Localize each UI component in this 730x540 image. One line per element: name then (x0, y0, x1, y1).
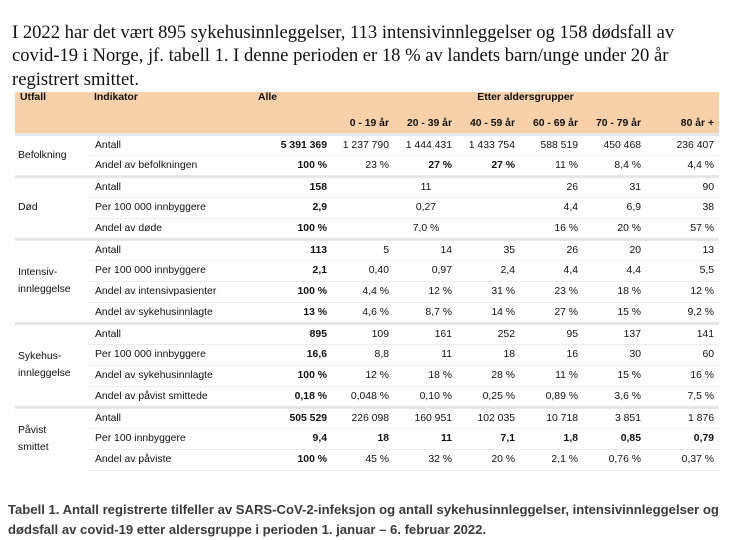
group-label-line: Sykehus- (18, 351, 62, 362)
value-cell: 35 (457, 239, 520, 260)
value-cell: 26 (520, 239, 583, 260)
value-cell: 0,89 % (520, 386, 583, 407)
alle-cell: 5 391 369 (253, 134, 332, 155)
table-row (15, 449, 719, 470)
value-cell: 32 % (394, 449, 457, 470)
value-cell: 23 % (520, 281, 583, 302)
value-cell: 1 237 790 (332, 134, 394, 155)
group-label-pavist (15, 407, 89, 470)
value-cell: 45 % (332, 449, 394, 470)
value-cell: 4,4 % (646, 155, 719, 176)
value-cell: 20 % (583, 218, 646, 239)
table-row (15, 260, 719, 281)
value-cell: 27 % (520, 302, 583, 323)
value-cell: 15 % (583, 302, 646, 323)
value-cell: 0,37 % (646, 449, 719, 470)
value-cell: 4,4 (583, 260, 646, 281)
alle-cell: 2,1 (253, 260, 332, 281)
alle-cell: 100 % (253, 155, 332, 176)
group-label-line: smittet (18, 442, 49, 454)
group-label-sykehus (15, 323, 89, 407)
value-cell: 236 407 (646, 134, 719, 155)
indicator-cell: Antall (89, 176, 253, 197)
value-cell: 12 % (646, 281, 719, 302)
value-cell: 13 (646, 239, 719, 260)
header-alle: Alle (253, 92, 332, 134)
table-row (15, 176, 719, 197)
value-cell: 141 (646, 323, 719, 344)
merged-value-cell: 0,27 (332, 197, 520, 218)
indicator-cell: Andel av befolkningen (89, 155, 253, 176)
value-cell: 2,4 (457, 260, 520, 281)
value-cell: 31 (583, 176, 646, 197)
value-cell: 7,1 (457, 428, 520, 449)
table-row (15, 218, 719, 239)
value-cell: 0,85 (583, 428, 646, 449)
value-cell: 1 444 431 (394, 134, 457, 155)
value-cell: 4,4 (520, 260, 583, 281)
value-cell: 102 035 (457, 407, 520, 428)
table-row (15, 323, 719, 344)
indicator-cell: Andel av intensivpasienter (89, 281, 253, 302)
value-cell: 0,76 % (583, 449, 646, 470)
header-row (15, 92, 719, 114)
value-cell: 28 % (457, 365, 520, 386)
value-cell: 252 (457, 323, 520, 344)
value-cell: 588 519 (520, 134, 583, 155)
alle-cell: 2,9 (253, 197, 332, 218)
alle-cell: 9,4 (253, 428, 332, 449)
header-utfall: Utfall (15, 92, 89, 134)
value-cell: 95 (520, 323, 583, 344)
value-cell: 109 (332, 323, 394, 344)
value-cell: 23 % (332, 155, 394, 176)
value-cell: 27 % (394, 155, 457, 176)
value-cell: 20 % (457, 449, 520, 470)
alle-cell: 100 % (253, 218, 332, 239)
value-cell: 160 951 (394, 407, 457, 428)
value-cell: 16 (520, 344, 583, 365)
header-age: 70 - 79 år (583, 114, 646, 134)
value-cell: 161 (394, 323, 457, 344)
value-cell: 1 876 (646, 407, 719, 428)
merged-value-cell: 7,0 % (332, 218, 520, 239)
indicator-cell: Andel av påvist smittede (89, 386, 253, 407)
table-row (15, 239, 719, 260)
value-cell: 7,5 % (646, 386, 719, 407)
value-cell: 8,7 % (394, 302, 457, 323)
indicator-cell: Per 100 innbyggere (89, 428, 253, 449)
group-label-befolkning: Befolkning (15, 134, 89, 176)
value-cell: 18 % (394, 365, 457, 386)
header-age: 80 år + (646, 114, 719, 134)
table-row (15, 134, 719, 155)
indicator-cell: Antall (89, 407, 253, 428)
value-cell: 30 (583, 344, 646, 365)
alle-cell: 100 % (253, 365, 332, 386)
alle-cell: 505 529 (253, 407, 332, 428)
value-cell: 38 (646, 197, 719, 218)
value-cell: 1 433 754 (457, 134, 520, 155)
group-label-intensiv (15, 239, 89, 323)
indicator-cell: Andel av døde (89, 218, 253, 239)
value-cell: 11 % (520, 365, 583, 386)
value-cell: 60 (646, 344, 719, 365)
value-cell: 18 (457, 344, 520, 365)
value-cell: 450 468 (583, 134, 646, 155)
group-label-line: Påvist (18, 425, 47, 437)
indicator-cell: Andel av sykehusinnlagte (89, 302, 253, 323)
value-cell: 6,9 (583, 197, 646, 218)
value-cell: 14 (394, 239, 457, 260)
table-row (15, 281, 719, 302)
value-cell: 0,048 % (332, 386, 394, 407)
value-cell: 3 851 (583, 407, 646, 428)
header-indikator: Indikator (89, 92, 253, 134)
indicator-cell: Antall (89, 134, 253, 155)
value-cell: 12 % (394, 281, 457, 302)
table-row (15, 155, 719, 176)
alle-cell: 13 % (253, 302, 332, 323)
value-cell: 18 % (583, 281, 646, 302)
group-label-line: innleggelse (18, 368, 71, 379)
group-label-line: innleggelse (18, 284, 71, 295)
header-age: 0 - 19 år (332, 114, 394, 134)
value-cell: 57 % (646, 218, 719, 239)
alle-cell: 158 (253, 176, 332, 197)
statistics-table (15, 92, 719, 471)
value-cell: 5,5 (646, 260, 719, 281)
table-row (15, 302, 719, 323)
indicator-cell: Per 100 000 innbyggere (89, 197, 253, 218)
alle-cell: 100 % (253, 281, 332, 302)
value-cell: 4,6 % (332, 302, 394, 323)
value-cell: 18 (332, 428, 394, 449)
value-cell: 4,4 (520, 197, 583, 218)
indicator-cell: Per 100 000 innbyggere (89, 344, 253, 365)
value-cell: 27 % (457, 155, 520, 176)
value-cell: 31 % (457, 281, 520, 302)
value-cell: 226 098 (332, 407, 394, 428)
group-label-line: Intensiv- (18, 267, 58, 278)
table-row (15, 344, 719, 365)
value-cell: 16 % (646, 365, 719, 386)
alle-cell: 16,6 (253, 344, 332, 365)
header-age: 40 - 59 år (457, 114, 520, 134)
value-cell: 0,10 % (394, 386, 457, 407)
value-cell: 14 % (457, 302, 520, 323)
value-cell: 11 (394, 344, 457, 365)
indicator-cell: Per 100 000 innbyggere (89, 260, 253, 281)
alle-cell: 100 % (253, 449, 332, 470)
table-row (15, 386, 719, 407)
merged-value-cell: 11 (332, 176, 520, 197)
value-cell: 0,97 (394, 260, 457, 281)
value-cell: 2,1 % (520, 449, 583, 470)
value-cell: 8,8 (332, 344, 394, 365)
value-cell: 0,79 (646, 428, 719, 449)
value-cell: 0,25 % (457, 386, 520, 407)
value-cell: 12 % (332, 365, 394, 386)
table-caption: Tabell 1. Antall registrerte tilfeller av SARS-CoV-2-infeksjon og antall sykehusinnleggelser, intensivinnleggelser og dødsfall av covid-19 etter aldersgruppe i perioden 1. januar – 6. februar 2022. (8, 502, 719, 538)
alle-cell: 113 (253, 239, 332, 260)
alle-cell: 895 (253, 323, 332, 344)
value-cell: 1,8 (520, 428, 583, 449)
table-row (15, 428, 719, 449)
value-cell: 4,4 % (332, 281, 394, 302)
intro-paragraph: I 2022 har det vært 895 sykehusinnleggelser, 113 intensivinnleggelser og 158 dødsfall av covid-19 i Norge, jf. tabell 1. I denne perioden er 18 % av landets barn/unge under 20 år registrert smittet. (12, 21, 675, 90)
value-cell: 5 (332, 239, 394, 260)
value-cell: 11 (394, 428, 457, 449)
value-cell: 11 % (520, 155, 583, 176)
header-age: 60 - 69 år (520, 114, 583, 134)
header-age-groups: Etter aldersgrupper (332, 92, 719, 114)
value-cell: 15 % (583, 365, 646, 386)
value-cell: 8,4 % (583, 155, 646, 176)
value-cell: 0,40 (332, 260, 394, 281)
value-cell: 9,2 % (646, 302, 719, 323)
indicator-cell: Antall (89, 323, 253, 344)
indicator-cell: Andel av sykehusinnlagte (89, 365, 253, 386)
value-cell: 20 (583, 239, 646, 260)
value-cell: 16 % (520, 218, 583, 239)
value-cell: 26 (520, 176, 583, 197)
header-age: 20 - 39 år (394, 114, 457, 134)
indicator-cell: Andel av påviste (89, 449, 253, 470)
alle-cell: 0,18 % (253, 386, 332, 407)
value-cell: 10 718 (520, 407, 583, 428)
value-cell: 3,6 % (583, 386, 646, 407)
table-row (15, 407, 719, 428)
table-row (15, 365, 719, 386)
value-cell: 137 (583, 323, 646, 344)
value-cell: 90 (646, 176, 719, 197)
indicator-cell: Antall (89, 239, 253, 260)
table-row (15, 197, 719, 218)
group-label-dod: Død (15, 176, 89, 239)
